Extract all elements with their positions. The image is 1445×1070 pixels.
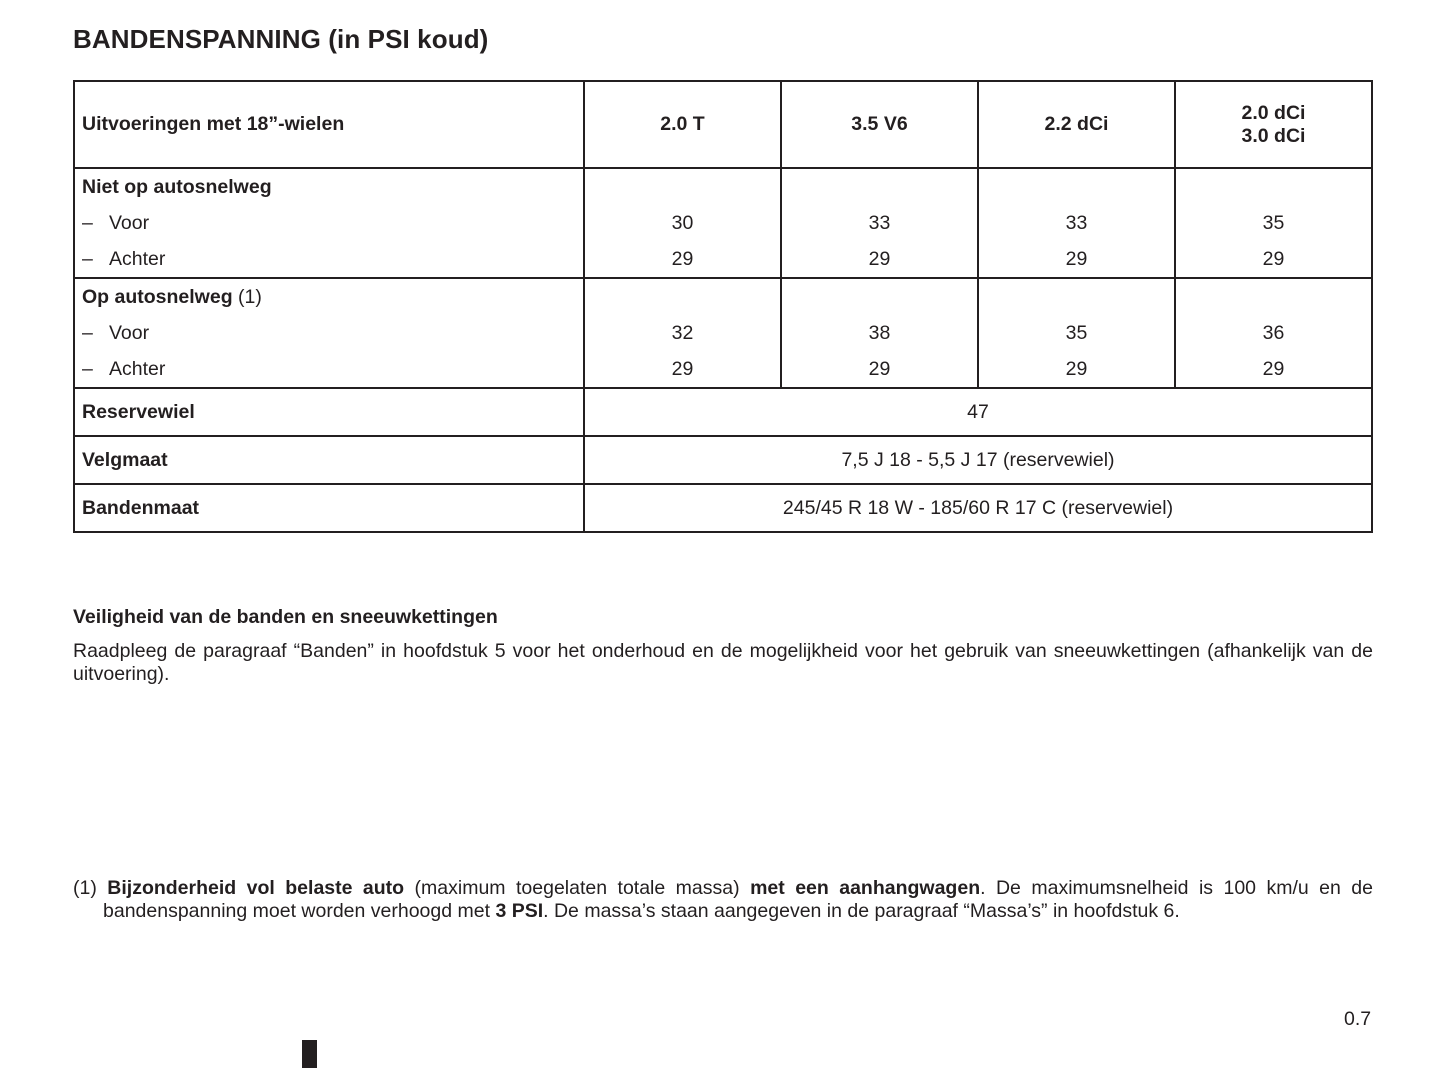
pressure-cell: 36 29 [1175,278,1372,388]
table-row [74,388,1372,436]
pressure-cell: 38 29 [781,278,978,388]
tyre-size-value: 245/45 R 18 W - 185/60 R 17 C (reservewiel) [584,484,1372,532]
tyre-pressure-table [73,80,1373,533]
group-label-highway: Op autosnelweg (1) – Voor – Achter [74,278,584,388]
page-number: 0.7 [1344,1008,1372,1030]
pressure-cell: 35 29 [978,278,1175,388]
pressure-cell: 33 29 [781,168,978,278]
table-row [74,484,1372,532]
footnote-marker: (1) [73,877,108,899]
spare-wheel-label: Reservewiel [74,388,584,436]
footnote: (1) Bijzonderheid vol belaste auto (maximum toegelaten totale massa) met een aanhangwagen. De maximumsnelheid is 100 km/u en de bandenspanning moet worden verhoogd met 3 PSI. De massa’s staan aangegeven in de paragraaf “Massa’s” in hoofdstuk 6. [73,877,1373,922]
front-label: Voor [109,322,150,344]
model-header-2: 3.5 V6 [781,81,978,168]
rear-label: Achter [109,248,166,270]
table-row [74,278,1372,388]
safety-body: Raadpleeg de paragraaf “Banden” in hoofdstuk 5 voor het onderhoud en de mogelijkheid voor het gebruik van sneeuwkettingen (afhankelijk van de uitvoering). [73,640,1373,685]
tyre-size-label: Bandenmaat [74,484,584,532]
table-row [74,168,1372,278]
front-label: Voor [109,212,150,234]
page-edge-mark [302,1040,317,1068]
pressure-cell: 32 29 [584,278,781,388]
model-header-4: 2.0 dCi 3.0 dCi [1175,81,1372,168]
pressure-cell: 33 29 [978,168,1175,278]
pressure-cell: 30 29 [584,168,781,278]
safety-heading: Veiligheid van de banden en sneeuwkettingen [73,606,498,628]
table-header-row [74,81,1372,168]
version-header: Uitvoeringen met 18”-wielen [74,81,584,168]
rear-label: Achter [109,358,166,380]
pressure-cell: 35 29 [1175,168,1372,278]
model-header-1: 2.0 T [584,81,781,168]
group-label-non-highway: Niet op autosnelweg – Voor – Achter [74,168,584,278]
model-header-3: 2.2 dCi [978,81,1175,168]
rim-size-value: 7,5 J 18 - 5,5 J 17 (reservewiel) [584,436,1372,484]
table-row [74,436,1372,484]
page-title: BANDENSPANNING (in PSI koud) [73,24,489,54]
spare-wheel-value: 47 [584,388,1372,436]
rim-size-label: Velgmaat [74,436,584,484]
